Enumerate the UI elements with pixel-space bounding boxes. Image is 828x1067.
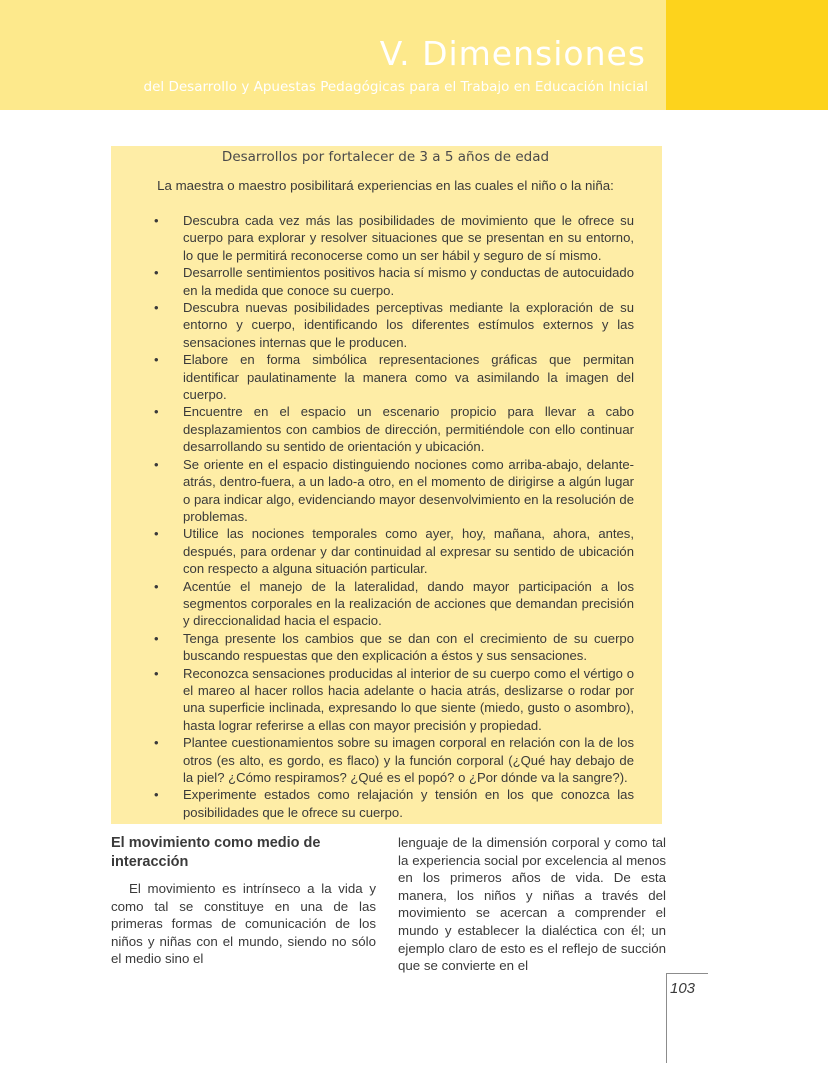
page-number-rule-vertical bbox=[666, 973, 667, 1063]
bullet-icon: • bbox=[154, 630, 159, 646]
list-item bbox=[137, 578, 634, 630]
body-paragraph-left: El movimiento es intrínseco a la vida y como tal se constituye en una de las primeras formas de comunicación de los niños y niñas con el mundo, siendo no sólo el medio sino el bbox=[111, 881, 376, 967]
list-item bbox=[137, 351, 634, 403]
bullet-icon: • bbox=[154, 300, 159, 316]
list-item-text: Plantee cuestionamientos sobre su imagen corporal en relación con la de los otros (es alto, es gordo, es flaco) y la función corporal (¿Qué hay debajo de la piel? ¿Cómo respiramos? ¿Qué es el popó? o ¿Por dónde va la sangre?). bbox=[183, 735, 634, 785]
header-accent-block bbox=[666, 0, 828, 110]
list-item-text: Se oriente en el espacio distinguiendo nociones como arriba-abajo, delante-atrás, dentro-fuera, a un lado-a otro, en el momento de dirigirse a algún lugar o para indicar algo, evidenciando mayor desenvolvimiento en la resolución de problemas. bbox=[183, 456, 634, 524]
list-item bbox=[137, 299, 634, 351]
list-item bbox=[137, 525, 634, 577]
page-number-rule-horizontal bbox=[666, 973, 708, 974]
bullet-icon: • bbox=[154, 665, 159, 681]
bullet-icon: • bbox=[154, 578, 159, 594]
development-box bbox=[111, 146, 662, 824]
bullet-icon: • bbox=[154, 265, 159, 281]
page-number: 103 bbox=[670, 980, 696, 997]
list-item-text: Descubra cada vez más las posibilidades de movimiento que le ofrece su cuerpo para explorar y resolver situaciones que se presentan en su entorno, lo que le permitirá reconocerse como un ser hábil y seguro de sí mismo. bbox=[183, 213, 634, 263]
box-intro: La maestra o maestro posibilitará experiencias en las cuales el niño o la niña: bbox=[157, 178, 614, 193]
list-item bbox=[137, 665, 634, 735]
list-item-text: Descubra nuevas posibilidades perceptivas mediante la exploración de su entorno y cuerpo, identificando los diferentes estímulos externos y las sensaciones internas que le producen. bbox=[183, 300, 634, 350]
bullet-icon: • bbox=[154, 787, 159, 803]
list-item bbox=[137, 734, 634, 786]
list-item bbox=[137, 264, 634, 299]
body-paragraph-right: lenguaje de la dimensión corporal y como tal la experiencia social por excelencia al menos en los primeros años de vida. De esta manera, los niños y niñas a través del movimiento se acercan a comprender el mundo y establecer la dialéctica con él; un ejemplo claro de esto es el reflejo de succión que se convierte en el bbox=[398, 835, 666, 974]
list-item-text: Encuentre en el espacio un escenario propicio para llevar a cabo desplazamientos con cambios de dirección, permitiéndole con ello continuar desarrollando su sentido de orientación y ubicación. bbox=[183, 404, 634, 455]
list-item-text: Tenga presente los cambios que se dan con el crecimiento de su cuerpo buscando respuestas que den explicación a éstos y sus sensaciones. bbox=[183, 630, 634, 664]
list-item bbox=[137, 212, 634, 264]
list-item-text: Reconozca sensaciones producidas al interior de su cuerpo como el vértigo o el mareo al hacer rollos hacia adelante o hacia atrás, deslizarse o rodar por una superficie inclinada, expresando lo que siente (miedo, gusto o asombro), hasta lograr referirse a ellas con mayor precisión y propiedad. bbox=[183, 665, 634, 733]
bullet-icon: • bbox=[154, 404, 159, 420]
bullet-icon: • bbox=[154, 456, 159, 472]
list-item-text: Utilice las nociones temporales como ayer, hoy, mañana, ahora, antes, después, para ordenar y dar continuidad al expresar su sentido de ubicación con respecto a alguna situación particular. bbox=[183, 526, 634, 577]
chapter-title: V. Dimensiones bbox=[379, 34, 646, 73]
bullet-icon: • bbox=[154, 352, 159, 368]
list-item-text: Desarrolle sentimientos positivos hacia sí mismo y conductas de autocuidado en la medida que conoce su cuerpo. bbox=[183, 265, 634, 298]
list-item bbox=[137, 403, 634, 455]
section-heading: El movimiento como medio de interacción bbox=[111, 835, 321, 870]
bullet-icon: • bbox=[154, 213, 159, 228]
list-item-text: Acentúe el manejo de la lateralidad, dando mayor participación a los segmentos corporales en la realización de acciones que demandan precisión y direccionalidad hacia el espacio. bbox=[183, 578, 634, 629]
development-list bbox=[137, 212, 634, 821]
chapter-subtitle: del Desarrollo y Apuestas Pedagógicas para el Trabajo en Educación Inicial bbox=[143, 79, 648, 95]
bullet-icon: • bbox=[154, 735, 159, 751]
list-item bbox=[137, 786, 634, 821]
box-title: Desarrollos por fortalecer de 3 a 5 años de edad bbox=[221, 149, 550, 165]
list-item-text: Experimente estados como relajación y tensión en los que conozca las posibilidades que le ofrece su cuerpo. bbox=[183, 787, 634, 820]
list-item-text: Elabore en forma simbólica representaciones gráficas que permitan identificar paulatinamente la manera como va asimilando la imagen del cuerpo. bbox=[183, 352, 634, 403]
bullet-icon: • bbox=[154, 526, 159, 542]
list-item bbox=[137, 630, 634, 665]
list-item bbox=[137, 456, 634, 526]
